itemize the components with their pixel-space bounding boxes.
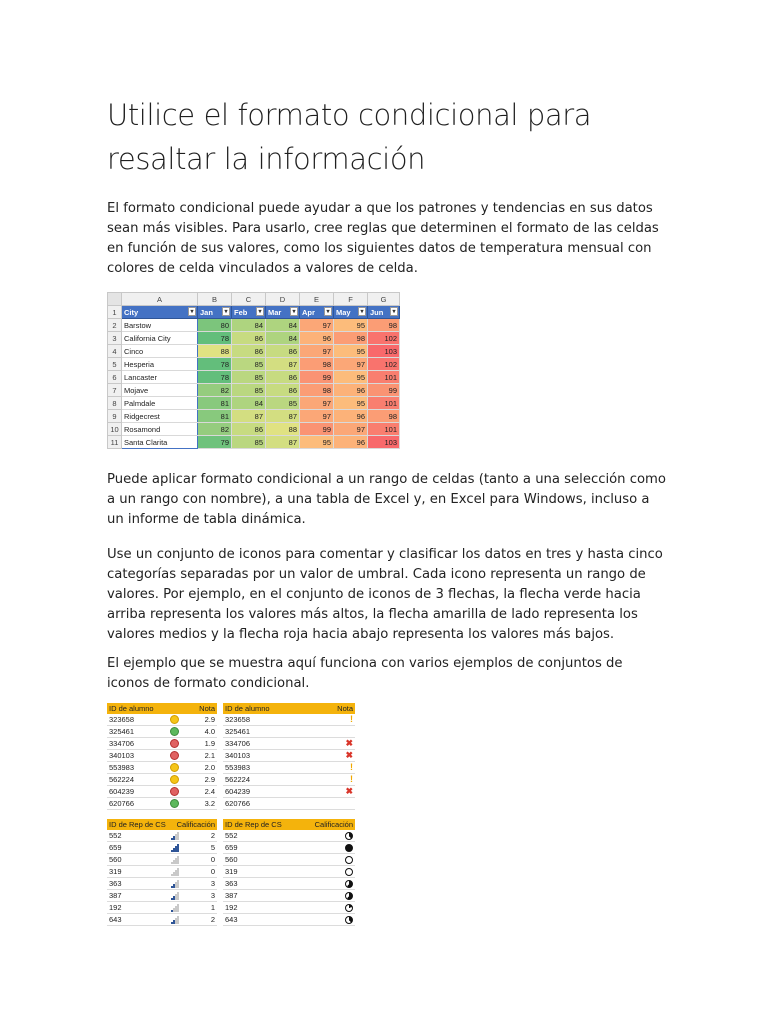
table-row <box>107 914 355 926</box>
red-x-flag-icon: ✖ <box>345 786 353 796</box>
city-cell[interactable]: Mojave <box>122 384 198 397</box>
value-cell[interactable]: 78 <box>198 358 232 371</box>
rep-id: 659 <box>107 842 167 854</box>
icon-cell <box>167 842 181 854</box>
column-letter[interactable]: D <box>266 293 300 306</box>
icon-cell <box>167 914 181 926</box>
grade-value: 3.2 <box>181 798 217 810</box>
value-cell[interactable]: 95 <box>334 397 368 410</box>
value-cell[interactable]: 85 <box>232 358 266 371</box>
city-cell[interactable]: Hesperia <box>122 358 198 371</box>
student-id: 553983 <box>223 762 297 774</box>
quarter-pie-icon <box>345 916 353 924</box>
yellow-exclamation-icon: ! <box>350 714 353 724</box>
header-cell[interactable] <box>334 306 368 319</box>
yellow-circle-icon <box>170 775 179 784</box>
city-cell[interactable]: Cinco <box>122 345 198 358</box>
signal-bars-icon <box>171 892 179 900</box>
icon-cell <box>167 762 181 774</box>
flag-cell <box>297 798 355 810</box>
student-id: 323658 <box>223 714 297 726</box>
value-cell[interactable]: 101 <box>368 423 400 436</box>
flag-cell <box>297 786 355 798</box>
value-cell[interactable]: 86 <box>232 332 266 345</box>
value-cell[interactable]: 101 <box>368 371 400 384</box>
icon-cell <box>167 726 181 738</box>
value-cell[interactable]: 98 <box>368 319 400 332</box>
pie-cell <box>297 842 355 854</box>
value-cell[interactable]: 86 <box>266 371 300 384</box>
quarter-pie-icon <box>345 904 353 912</box>
value-cell[interactable]: 97 <box>300 319 334 332</box>
table-row <box>108 423 400 436</box>
column-header: ID de alumno <box>223 703 297 714</box>
header-label: Mar <box>268 307 282 317</box>
value-cell[interactable]: 85 <box>266 397 300 410</box>
rep-id: 319 <box>223 866 297 878</box>
yellow-circle-icon <box>170 715 179 724</box>
city-cell[interactable]: Santa Clarita <box>122 436 198 449</box>
table-row <box>108 319 400 332</box>
value-cell[interactable]: 97 <box>300 410 334 423</box>
rep-id: 387 <box>223 890 297 902</box>
rep-id: 387 <box>107 890 167 902</box>
value-cell[interactable]: 98 <box>334 332 368 345</box>
signal-bars-icon <box>171 880 179 888</box>
grade-value: 2.1 <box>181 750 217 762</box>
signal-bars-icon <box>171 832 179 840</box>
value-cell[interactable]: 102 <box>368 358 400 371</box>
rep-id: 363 <box>107 878 167 890</box>
red-x-flag-icon: ✖ <box>345 750 353 760</box>
value-cell[interactable]: 95 <box>334 371 368 384</box>
value-cell[interactable]: 87 <box>266 358 300 371</box>
icon-cell <box>167 786 181 798</box>
icon-cell <box>167 878 181 890</box>
value-cell[interactable]: 80 <box>198 319 232 332</box>
row-number[interactable]: 9 <box>108 410 122 423</box>
table-row <box>108 436 400 449</box>
flag-cell <box>297 714 355 726</box>
icon-cell <box>167 798 181 810</box>
filter-dropdown-icon[interactable]: ▾ <box>222 307 230 316</box>
value-cell[interactable]: 79 <box>198 436 232 449</box>
value-cell[interactable]: 98 <box>368 410 400 423</box>
red-circle-icon <box>170 787 179 796</box>
value-cell[interactable]: 87 <box>266 410 300 423</box>
column-header: Nota <box>167 703 217 714</box>
student-id: 334706 <box>107 738 167 750</box>
scope-paragraph: Puede aplicar formato condicional a un rango de celdas (tanto a una selección como a un rango con nombre), a una tabla de Excel y, en Excel para Windows, incluso a un informe de tabla dinámica. <box>107 472 666 527</box>
value-cell[interactable]: 96 <box>334 384 368 397</box>
table-row <box>107 830 355 842</box>
value-cell[interactable]: 82 <box>198 384 232 397</box>
intro-paragraph: El formato condicional puede ayudar a que los patrones y tendencias en sus datos sean más visibles. Para usarlo, cree reglas que determinen el formato de las celdas en función de sus valores, como los siguientes datos de temperatura mensual con colores de celda vinculados a valores de celda. <box>107 201 659 276</box>
value-cell[interactable]: 96 <box>334 436 368 449</box>
spacer-cell <box>223 810 297 820</box>
value-cell[interactable]: 84 <box>232 397 266 410</box>
header-row <box>108 306 400 319</box>
header-label: Jan <box>200 307 213 317</box>
table-row <box>108 410 400 423</box>
row-number[interactable]: 6 <box>108 371 122 384</box>
icon-cell <box>167 890 181 902</box>
column-letter[interactable]: G <box>368 293 400 306</box>
table-row <box>108 332 400 345</box>
student-id: 562224 <box>107 774 167 786</box>
signal-bars-icon <box>171 868 179 876</box>
column-header: ID de Rep de CS <box>109 819 166 829</box>
pie-cell <box>297 830 355 842</box>
filter-dropdown-icon[interactable]: ▾ <box>358 307 366 316</box>
header-label: Feb <box>234 307 248 317</box>
filter-dropdown-icon[interactable]: ▾ <box>390 307 398 316</box>
value-cell[interactable]: 97 <box>334 423 368 436</box>
pie-cell <box>297 902 355 914</box>
pie-cell <box>297 914 355 926</box>
column-header: Calificación <box>167 819 217 830</box>
row-number[interactable]: 8 <box>108 397 122 410</box>
column-header: ID de Rep de CS <box>223 819 297 830</box>
header-cell[interactable] <box>232 306 266 319</box>
icon-cell <box>167 830 181 842</box>
icon-cell <box>167 866 181 878</box>
rep-id: 319 <box>107 866 167 878</box>
pie-cell <box>297 878 355 890</box>
header-cell[interactable] <box>266 306 300 319</box>
value-cell[interactable]: 86 <box>266 345 300 358</box>
row-number[interactable]: 2 <box>108 319 122 332</box>
value-cell[interactable]: 99 <box>368 384 400 397</box>
city-cell[interactable]: Palmdale <box>122 397 198 410</box>
student-id: 323658 <box>107 714 167 726</box>
value-cell[interactable]: 95 <box>300 436 334 449</box>
table-row <box>107 798 355 810</box>
red-circle-icon <box>170 751 179 760</box>
value-cell[interactable]: 97 <box>334 358 368 371</box>
student-id: 325461 <box>223 726 297 738</box>
rating-value: 5 <box>181 842 217 854</box>
flag-cell <box>297 726 355 738</box>
value-cell[interactable]: 99 <box>300 371 334 384</box>
table-row <box>107 786 355 798</box>
signal-bars-icon <box>171 904 179 912</box>
student-id: 620766 <box>223 798 297 810</box>
spacer-cell <box>297 810 355 820</box>
icon-cell <box>167 854 181 866</box>
grade-value: 2.0 <box>181 762 217 774</box>
city-cell[interactable]: Barstow <box>122 319 198 332</box>
table-row <box>108 371 400 384</box>
table-row <box>107 902 355 914</box>
value-cell[interactable]: 85 <box>232 436 266 449</box>
value-cell[interactable]: 81 <box>198 410 232 423</box>
rep-id: 659 <box>223 842 297 854</box>
table-row <box>107 714 355 726</box>
row-number[interactable]: 3 <box>108 332 122 345</box>
temperature-spreadsheet <box>107 292 400 449</box>
rating-value: 3 <box>181 878 217 890</box>
example-paragraph: El ejemplo que se muestra aquí funciona con varios ejemplos de conjuntos de iconos de formato condicional. <box>107 656 623 691</box>
column-header: Nota <box>297 703 355 714</box>
yellow-exclamation-icon: ! <box>350 762 353 772</box>
spacer-cell <box>167 810 181 820</box>
value-cell[interactable]: 86 <box>232 345 266 358</box>
filter-dropdown-icon[interactable]: ▾ <box>324 307 332 316</box>
city-cell[interactable]: Ridgecrest <box>122 410 198 423</box>
rep-id: 560 <box>223 854 297 866</box>
table-row <box>108 358 400 371</box>
table-row <box>108 384 400 397</box>
value-cell[interactable]: 85 <box>232 371 266 384</box>
column-header: ID de alumno <box>107 703 167 714</box>
flag-cell <box>297 762 355 774</box>
value-cell[interactable]: 102 <box>368 332 400 345</box>
value-cell[interactable]: 85 <box>232 384 266 397</box>
flag-cell <box>297 738 355 750</box>
value-cell[interactable]: 96 <box>334 410 368 423</box>
signal-bars-icon <box>171 844 179 852</box>
green-circle-icon <box>170 727 179 736</box>
quarter-pie-icon <box>345 844 353 852</box>
row-number[interactable]: 11 <box>108 436 122 449</box>
icon-cell <box>167 714 181 726</box>
value-cell[interactable]: 95 <box>334 345 368 358</box>
value-cell[interactable]: 95 <box>334 319 368 332</box>
table-row <box>107 842 355 854</box>
student-id: 620766 <box>107 798 167 810</box>
column-letters-row <box>108 293 400 306</box>
column-letter[interactable]: B <box>198 293 232 306</box>
row-number[interactable]: 10 <box>108 423 122 436</box>
column-letter[interactable]: A <box>122 293 198 306</box>
icon-sets-paragraph: Use un conjunto de iconos para comentar y clasificar los datos en tres y hasta cinco categorías separadas por un valor de umbral. Cada icono representa un rango de valores. Por ejemplo, en el conjunto de iconos de 3 flechas, la flecha verde hacia arriba representa los valores más altos, la flecha amarilla de lado representa los valores medios y la flecha roja hacia abajo representa los valores más bajos. <box>107 547 663 642</box>
value-cell[interactable]: 101 <box>368 397 400 410</box>
value-cell[interactable]: 88 <box>198 345 232 358</box>
student-id: 334706 <box>223 738 297 750</box>
signal-bars-icon <box>171 916 179 924</box>
grade-value: 1.9 <box>181 738 217 750</box>
row-number[interactable]: 1 <box>108 306 122 319</box>
header-label: May <box>336 307 351 317</box>
header-cell[interactable] <box>300 306 334 319</box>
value-cell[interactable]: 82 <box>198 423 232 436</box>
value-cell[interactable]: 103 <box>368 436 400 449</box>
value-cell[interactable]: 99 <box>300 423 334 436</box>
rep-id: 560 <box>107 854 167 866</box>
header-cell[interactable] <box>368 306 400 319</box>
header-cell[interactable] <box>122 306 198 319</box>
grade-value: 2.9 <box>181 774 217 786</box>
header-label: City <box>124 307 139 317</box>
table-row <box>107 762 355 774</box>
signal-bars-icon <box>171 856 179 864</box>
icon-cell <box>167 750 181 762</box>
icon-cell <box>167 774 181 786</box>
rating-value: 2 <box>181 914 217 926</box>
city-cell[interactable]: Lancaster <box>122 371 198 384</box>
rating-value: 0 <box>181 866 217 878</box>
value-cell[interactable]: 96 <box>300 332 334 345</box>
value-cell[interactable]: 103 <box>368 345 400 358</box>
student-id: 553983 <box>107 762 167 774</box>
icon-table-header <box>107 819 355 830</box>
table-row <box>108 397 400 410</box>
value-cell[interactable]: 78 <box>198 371 232 384</box>
icon-table-header <box>107 703 355 714</box>
column-letter[interactable]: C <box>232 293 266 306</box>
table-row <box>107 878 355 890</box>
table-row <box>108 345 400 358</box>
table-row <box>107 738 355 750</box>
value-cell[interactable]: 87 <box>232 410 266 423</box>
icon-sets-example <box>107 703 355 926</box>
table-row <box>107 866 355 878</box>
filter-dropdown-icon[interactable]: ▾ <box>256 307 264 316</box>
spacer-row <box>107 810 355 820</box>
pie-cell <box>297 866 355 878</box>
row-number[interactable]: 7 <box>108 384 122 397</box>
row-number[interactable]: 5 <box>108 358 122 371</box>
rating-value: 3 <box>181 890 217 902</box>
table-row <box>107 750 355 762</box>
table-row <box>107 890 355 902</box>
value-cell[interactable]: 98 <box>300 358 334 371</box>
rep-id: 363 <box>223 878 297 890</box>
flag-cell <box>297 750 355 762</box>
student-id: 340103 <box>107 750 167 762</box>
red-x-flag-icon: ✖ <box>345 738 353 748</box>
table-row <box>107 726 355 738</box>
quarter-pie-icon <box>345 868 353 876</box>
column-header: Calificación <box>297 819 355 830</box>
value-cell[interactable]: 84 <box>266 332 300 345</box>
filter-dropdown-icon[interactable]: ▾ <box>290 307 298 316</box>
rating-value: 1 <box>181 902 217 914</box>
student-id: 325461 <box>107 726 167 738</box>
value-cell[interactable]: 86 <box>232 423 266 436</box>
city-cell[interactable]: Rosamond <box>122 423 198 436</box>
page-title: Utilice el formato condicional para resaltar la información <box>107 98 592 176</box>
icon-cell <box>167 902 181 914</box>
value-cell[interactable]: 86 <box>266 384 300 397</box>
spacer-cell <box>181 810 217 820</box>
value-cell[interactable]: 88 <box>266 423 300 436</box>
quarter-pie-icon <box>345 892 353 900</box>
filter-dropdown-icon[interactable]: ▾ <box>188 307 196 316</box>
value-cell[interactable]: 98 <box>300 384 334 397</box>
value-cell[interactable]: 97 <box>300 345 334 358</box>
value-cell[interactable]: 87 <box>266 436 300 449</box>
quarter-pie-icon <box>345 856 353 864</box>
value-cell[interactable]: 81 <box>198 397 232 410</box>
grade-value: 2.4 <box>181 786 217 798</box>
rep-id: 192 <box>107 902 167 914</box>
flag-cell <box>297 774 355 786</box>
spacer-cell <box>107 810 167 820</box>
red-circle-icon <box>170 739 179 748</box>
rep-id: 552 <box>223 830 297 842</box>
header-label: Apr <box>302 307 315 317</box>
sheet-corner <box>108 293 122 306</box>
value-cell[interactable]: 97 <box>300 397 334 410</box>
green-circle-icon <box>170 799 179 808</box>
header-cell[interactable] <box>198 306 232 319</box>
pie-cell <box>297 890 355 902</box>
grade-value: 2.9 <box>181 714 217 726</box>
value-cell[interactable]: 78 <box>198 332 232 345</box>
student-id: 604239 <box>223 786 297 798</box>
yellow-exclamation-icon: ! <box>350 774 353 784</box>
quarter-pie-icon <box>345 832 353 840</box>
yellow-circle-icon <box>170 763 179 772</box>
rep-id: 643 <box>107 914 167 926</box>
row-number[interactable]: 4 <box>108 345 122 358</box>
grade-value: 4.0 <box>181 726 217 738</box>
table-row <box>107 854 355 866</box>
table-row <box>107 774 355 786</box>
icon-cell <box>167 738 181 750</box>
value-cell[interactable]: 84 <box>232 319 266 332</box>
rep-id: 192 <box>223 902 297 914</box>
header-label: Jun <box>370 307 384 317</box>
rating-value: 0 <box>181 854 217 866</box>
rep-id: 643 <box>223 914 297 926</box>
column-letter[interactable]: E <box>300 293 334 306</box>
quarter-pie-icon <box>345 880 353 888</box>
value-cell[interactable]: 84 <box>266 319 300 332</box>
student-id: 340103 <box>223 750 297 762</box>
pie-cell <box>297 854 355 866</box>
city-cell[interactable]: California City <box>122 332 198 345</box>
rating-value: 2 <box>181 830 217 842</box>
student-id: 562224 <box>223 774 297 786</box>
student-id: 604239 <box>107 786 167 798</box>
rep-id: 552 <box>107 830 167 842</box>
column-letter[interactable]: F <box>334 293 368 306</box>
